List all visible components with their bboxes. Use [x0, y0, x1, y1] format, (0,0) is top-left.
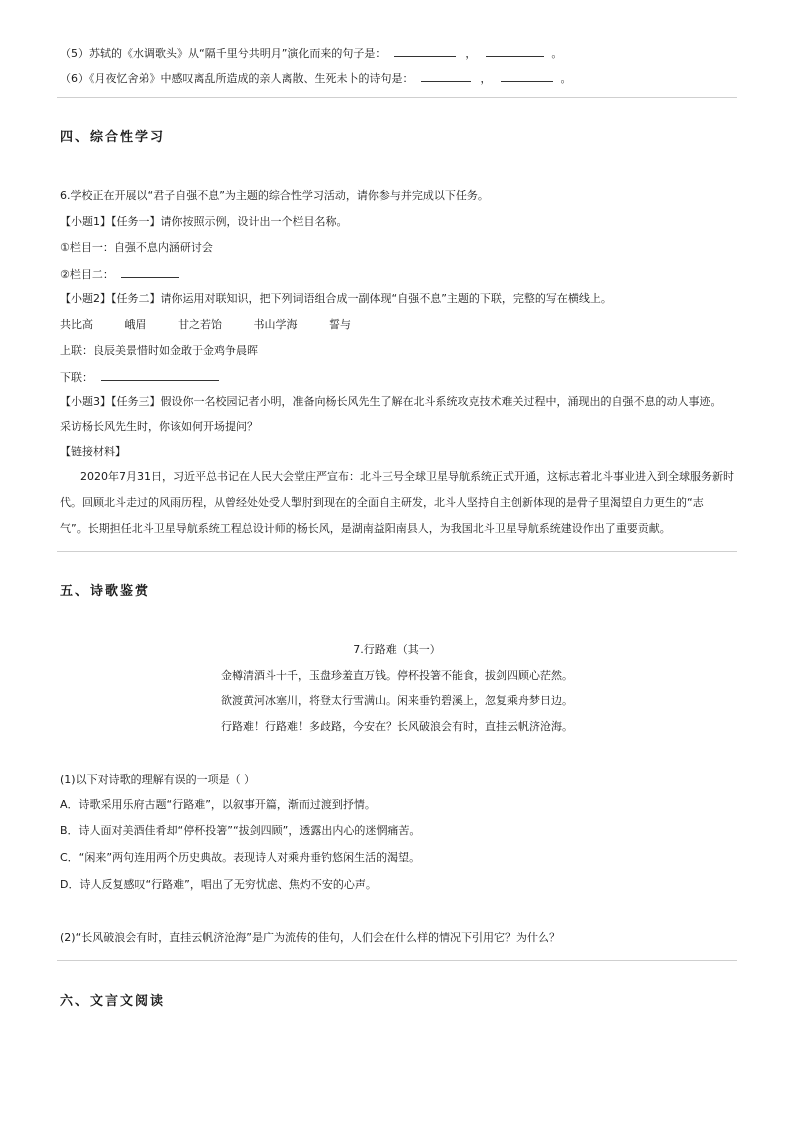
question-6: [60, 69, 572, 86]
word-item: 共比高: [60, 318, 93, 331]
poem-question-1: (1)以下对诗歌的理解有误的一项是（ ）: [60, 773, 256, 786]
subquestion-1-prompt: 【小题1】【任务一】请你按照示例，设计出一个栏目名称。: [60, 215, 348, 228]
word-item: 甘之若饴: [178, 318, 222, 331]
word-item: 峨眉: [124, 318, 147, 331]
poem-title: 7.行路难（其一）: [353, 643, 441, 656]
word-bank: [60, 316, 351, 332]
subquestion-3-prompt: 【小题3】【任务三】假设你一名校园记者小明，准备向杨长风先生了解在北斗系统攻克技术难关过程中，涌现出的自强不息的动人事迹。: [60, 395, 722, 408]
section-divider: [57, 97, 737, 98]
lower-couplet-row: [60, 368, 219, 385]
option-b[interactable]: B．诗人面对美酒佳肴却“停杯投箸”“拔剑四顾”，透露出内心的迷惘痛苦。: [60, 824, 421, 837]
column-example: ①栏目一：自强不息内涵研讨会: [60, 241, 213, 254]
separator: ，: [480, 72, 492, 85]
poem-line: 欲渡黄河冰塞川，将登太行雪满山。闲来垂钓碧溪上，忽复乘舟梦日边。: [221, 694, 573, 707]
upper-couplet: 上联：良辰美景惜时如金敢于金鸡争晨晖: [60, 344, 258, 357]
section-divider: [57, 551, 737, 552]
word-item: 书山学海: [253, 318, 298, 331]
option-c[interactable]: C．“闲来”两句连用两个历史典故。表现诗人对乘舟垂钓悠闲生活的渴望。: [60, 851, 421, 864]
question-6-text: （6）《月夜忆舍弟》中感叹离乱所造成的亲人离散、生死未卜的诗句是：: [60, 72, 414, 85]
poem-question-2: (2)“长风破浪会有时，直挂云帆济沧海”是广为流传的佳句，人们会在什么样的情况下引用它？为什么？: [60, 931, 560, 944]
answer-blank[interactable]: [121, 265, 179, 278]
question-5-text: （5）苏轼的《水调歌头》从“隔千里兮共明月”演化而来的句子是：: [60, 47, 387, 60]
column-two-label: ②栏目二：: [60, 268, 114, 281]
column-two-row: [60, 265, 179, 282]
answer-blank[interactable]: [501, 69, 553, 82]
subquestion-3-prompt-cont: 采访杨长风先生时，你该如何开场提问？: [60, 420, 258, 433]
question-6-intro: 6.学校正在开展以“君子自强不息”为主题的综合性学习活动，请你参与并完成以下任务。: [60, 189, 489, 202]
material-paragraph: 气”。长期担任北斗卫星导航系统工程总设计师的杨长风，是湖南益阳南县人，为我国北斗卫星导航系统建设作出了重要贡献。: [60, 522, 671, 535]
answer-blank[interactable]: [101, 368, 219, 381]
lower-couplet-label: 下联：: [60, 371, 93, 384]
separator: ，: [465, 47, 477, 60]
answer-blank[interactable]: [421, 69, 471, 82]
end-mark: 。: [551, 47, 563, 60]
link-material-label: 【链接材料】: [60, 445, 126, 458]
answer-blank[interactable]: [394, 44, 456, 57]
word-item: 誓与: [329, 318, 351, 331]
section-heading-5: 五、诗歌鉴赏: [60, 584, 151, 599]
option-d[interactable]: D．诗人反复感叹“行路难”，唱出了无穷忧虑、焦灼不安的心声。: [60, 878, 377, 891]
material-paragraph: 代。回顾北斗走过的风雨历程，从曾经处处受人掣肘到现在的全面自主研发，北斗人坚持自主创新体现的是骨子里渴望自力更生的“志: [60, 496, 704, 509]
option-a[interactable]: A．诗歌采用乐府古题“行路难”，以叙事开篇，渐而过渡到抒情。: [60, 798, 376, 811]
section-divider: [57, 960, 737, 961]
question-5: [60, 44, 562, 61]
material-paragraph: 2020年7月31日，习近平总书记在人民大会堂庄严宣布：北斗三号全球卫星导航系统正式开通，这标志着北斗事业进入到全球服务新时: [80, 470, 734, 483]
end-mark: 。: [560, 72, 572, 85]
poem-line: 金樽清酒斗十千，玉盘珍羞直万钱。停杯投箸不能食，拔剑四顾心茫然。: [221, 669, 573, 682]
subquestion-2-prompt: 【小题2】【任务二】请你运用对联知识，把下列词语组合成一副体现“自强不息”主题的下联，完整的写在横线上。: [60, 292, 612, 305]
answer-blank[interactable]: [486, 44, 544, 57]
section-heading-6: 六、文言文阅读: [60, 994, 166, 1009]
poem-line: 行路难！行路难！多歧路，今安在？长风破浪会有时，直挂云帆济沧海。: [221, 720, 573, 733]
section-heading-4: 四、综合性学习: [60, 130, 166, 145]
